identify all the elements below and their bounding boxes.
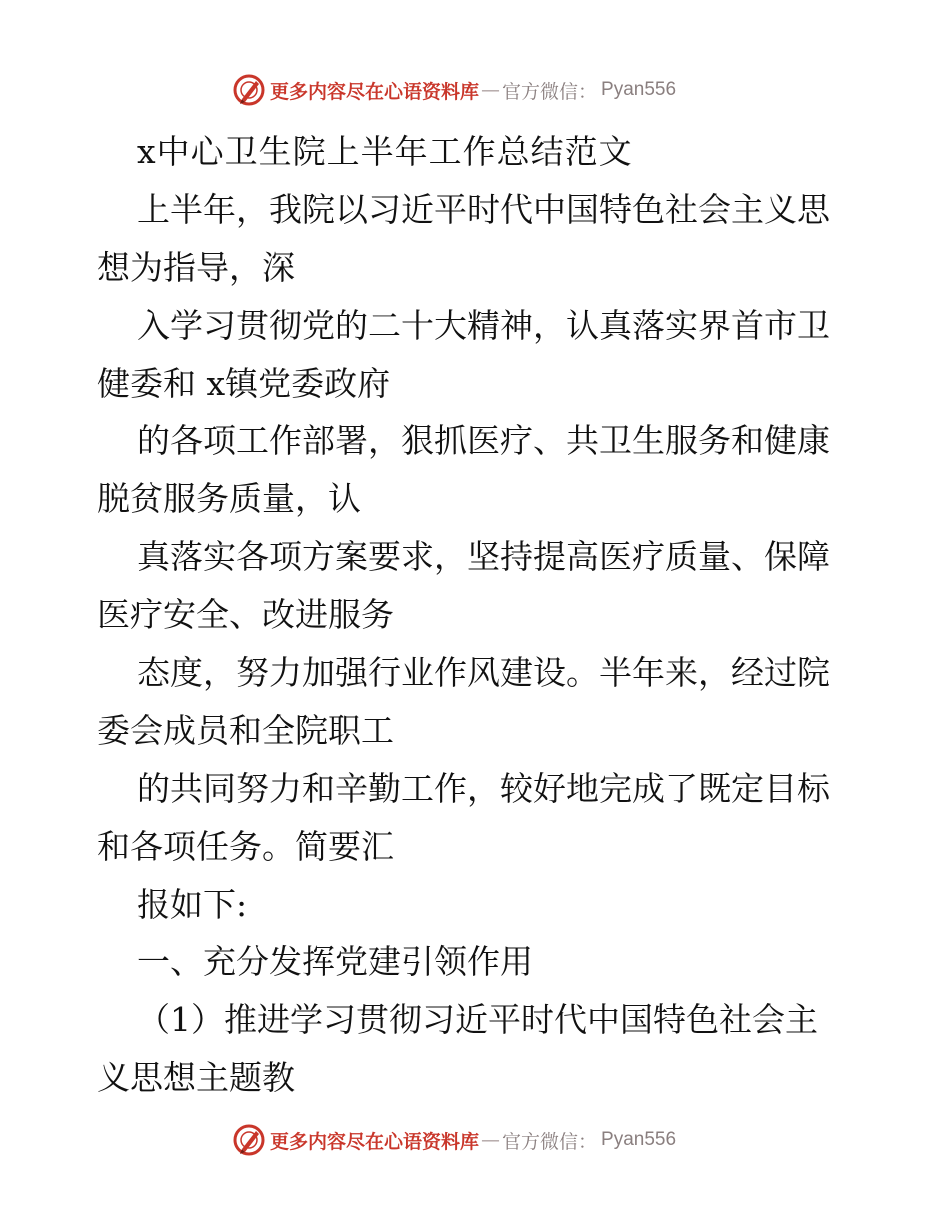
text-line: 健委和 x镇党委政府 — [97, 363, 391, 403]
pen-logo-icon — [232, 1123, 266, 1157]
text-line: 上半年，我院以习近平时代中国特色社会主义思 — [137, 189, 830, 229]
text-line: 义思想主题教 — [97, 1058, 295, 1098]
watermark-dash: — — [481, 79, 501, 101]
text-line: 和各项任务。简要汇 — [97, 826, 394, 866]
text-line: 医疗安全、改进服务 — [97, 595, 394, 635]
text-line: 的各项工作部署，狠抓医疗、共卫生服务和健康 — [137, 421, 830, 461]
text-line: 态度，努力加强行业作风建设。半年来，经过院 — [137, 653, 830, 693]
watermark-banner-top — [232, 70, 712, 110]
watermark-text: 更多内容尽在心语资料库 — [270, 1130, 480, 1153]
watermark-wechat-label: 官方微信： — [502, 1130, 598, 1153]
watermark-dash: — — [481, 1129, 501, 1151]
text-line: 的共同努力和辛勤工作，较好地完成了既定目标 — [137, 768, 830, 808]
watermark-wechat-id: Pyan556 — [601, 1129, 677, 1150]
text-line: 想为指导，深 — [97, 247, 295, 287]
text-line: 入学习贯彻党的二十大精神，认真落实界首市卫 — [137, 305, 830, 345]
watermark-text: 更多内容尽在心语资料库 — [270, 80, 480, 103]
watermark-wechat-label: 官方微信： — [502, 80, 598, 103]
text-line: 脱贫服务质量，认 — [97, 479, 361, 519]
document-body — [97, 123, 857, 1107]
text-line: 一、充分发挥党建引领作用 — [137, 942, 533, 982]
paragraph-lines — [97, 181, 857, 1107]
watermark-banner-bottom — [232, 1120, 712, 1160]
text-line: （1）推进学习贯彻习近平时代中国特色社会主 — [137, 1000, 818, 1040]
watermark-wechat-id: Pyan556 — [601, 79, 677, 100]
text-line: 委会成员和全院职工 — [97, 710, 394, 750]
pen-logo-icon — [232, 73, 266, 107]
text-line: 真落实各项方案要求，坚持提高医疗质量、保障 — [137, 537, 830, 577]
document-title: x中心卫生院上半年工作总结范文 — [137, 132, 633, 171]
text-line: 报如下: — [137, 884, 248, 924]
